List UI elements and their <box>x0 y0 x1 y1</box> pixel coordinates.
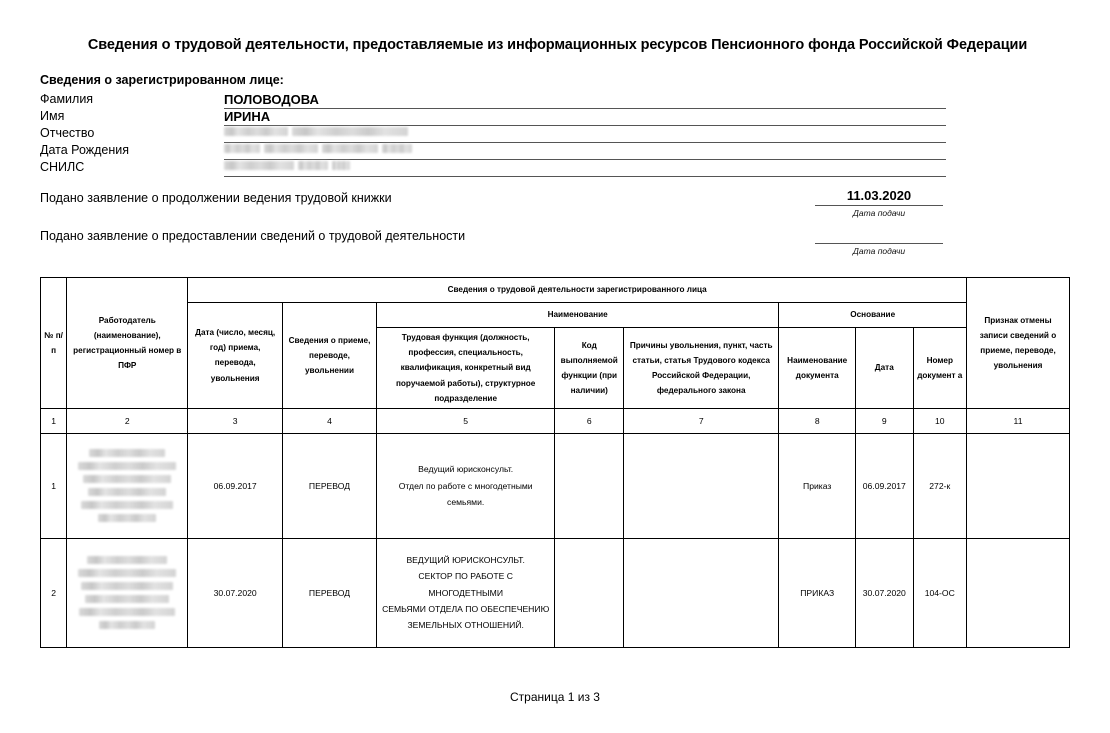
redaction-bar <box>79 608 175 616</box>
table-column-number-row <box>41 408 1070 433</box>
column-number: 3 <box>188 408 283 433</box>
column-number: 6 <box>555 408 624 433</box>
statement-workbook-date-caption: Дата подачи <box>852 208 906 218</box>
redaction-bar <box>87 556 167 564</box>
redacted-employer <box>70 449 184 522</box>
person-field-snils <box>40 159 1000 176</box>
person-field-birthdate <box>40 142 1000 159</box>
redaction-bar <box>224 161 294 170</box>
redaction-bar <box>224 144 260 153</box>
registered-person-block <box>40 72 1000 176</box>
cell-function-code <box>555 433 624 538</box>
page-title: Сведения о трудовой деятельности, предоставляемые из информационных ресурсов Пенсионного фонда Российской Федерации <box>87 37 1028 53</box>
statement-workbook-date-field <box>815 188 943 219</box>
statement-electronic-date-field <box>815 226 943 257</box>
redacted-employer <box>70 556 184 629</box>
redacted-value <box>224 123 412 140</box>
labor-function-line: ВЕДУЩИЙ ЮРИСКОНСУЛЬТ. <box>406 555 525 566</box>
table-row <box>41 538 1070 647</box>
person-field-surname <box>40 91 1000 108</box>
page-footer: Страница 1 из 3 <box>510 690 600 704</box>
header-dismissal-reason: Причины увольнения, пункт, часть статьи, статья Трудового кодекса Российской Федерации, федерального закона <box>624 328 779 409</box>
labor-function-line: Отдел по работе с многодетными семьями. <box>398 480 533 508</box>
header-num: № п/п <box>41 278 67 409</box>
person-field-label: Отчество <box>40 125 95 140</box>
person-field-firstname <box>40 108 1000 125</box>
column-number: 8 <box>779 408 856 433</box>
cell-labor-function <box>376 538 555 647</box>
header-cancel-flag: Признак отмены записи сведений о приеме, переводе, увольнения <box>967 278 1070 409</box>
cell-dismissal-reason <box>624 433 779 538</box>
redaction-bar <box>83 475 171 483</box>
redaction-bar <box>224 127 288 136</box>
redaction-bar <box>298 161 328 170</box>
registered-person-heading: Сведения о зарегистрированном лице: <box>40 73 284 87</box>
cell-cancel-flag <box>967 433 1070 538</box>
person-field-value-line <box>224 159 946 177</box>
redaction-bar <box>292 127 408 136</box>
person-field-label: Имя <box>40 108 65 123</box>
redaction-bar <box>81 501 173 509</box>
employment-records-table <box>40 277 1070 648</box>
labor-function-line: СЕКТОР ПО РАБОТЕ С МНОГОДЕТНЫМИ <box>418 571 513 598</box>
header-event: Сведения о приеме, переводе, увольнении <box>283 303 377 409</box>
table-row <box>41 433 1070 538</box>
column-number: 11 <box>967 408 1070 433</box>
table-header-group-row <box>41 278 1070 303</box>
redaction-bar <box>78 462 176 470</box>
cell-date: 30.07.2020 <box>188 538 283 647</box>
header-doc-date: Дата <box>856 328 914 409</box>
cell-cancel-flag <box>967 538 1070 647</box>
header-group-name: Наименование <box>376 303 778 328</box>
cell-doc-name: ПРИКАЗ <box>779 538 856 647</box>
header-doc-name: Наименование документа <box>779 328 856 409</box>
cell-date: 06.09.2017 <box>188 433 283 538</box>
cell-labor-function <box>376 433 555 538</box>
header-date: Дата (число, месяц, год) приема, перевода, увольнения <box>188 303 283 409</box>
cell-employer <box>67 538 188 647</box>
column-number: 1 <box>41 408 67 433</box>
cell-function-code <box>555 538 624 647</box>
header-group-basis: Основание <box>779 303 967 328</box>
cell-row-number: 2 <box>41 538 67 647</box>
cell-doc-number: 104-ОС <box>913 538 966 647</box>
statement-workbook-continuation: Подано заявление о продолжении ведения трудовой книжки <box>40 191 392 205</box>
cell-doc-date: 30.07.2020 <box>856 538 914 647</box>
person-field-label: Фамилия <box>40 91 94 106</box>
header-function-code: Код выполняемой функции (при наличии) <box>555 328 624 409</box>
redaction-bar <box>85 595 169 603</box>
header-labor-function: Трудовая функция (должность, профессия, специальность, квалификация, конкретный вид поручаемой работы), структурное подразделение <box>376 328 555 409</box>
labor-function-line: СЕМЬЯМИ ОТДЕЛА ПО ОБЕСПЕЧЕНИЮ <box>382 604 550 615</box>
redaction-bar <box>264 144 318 153</box>
person-field-label: СНИЛС <box>40 159 85 174</box>
column-number: 2 <box>67 408 188 433</box>
person-field-value: ПОЛОВОДОВА <box>224 91 319 107</box>
redaction-bar <box>81 582 173 590</box>
redaction-bar <box>98 514 156 522</box>
cell-event: ПЕРЕВОД <box>283 433 377 538</box>
redaction-bar <box>99 621 155 629</box>
header-employer: Работодатель (наименование), регистрационный номер в ПФР <box>67 278 188 409</box>
redaction-bar <box>382 144 412 153</box>
column-number: 7 <box>624 408 779 433</box>
labor-function-line: Ведущий юрисконсульт. <box>418 464 514 475</box>
header-doc-number: Номер документ а <box>913 328 966 409</box>
cell-doc-name: Приказ <box>779 433 856 538</box>
statement-electronic-date-caption: Дата подачи <box>852 246 906 256</box>
cell-event: ПЕРЕВОД <box>283 538 377 647</box>
redaction-bar <box>89 449 165 457</box>
cell-doc-number: 272-к <box>913 433 966 538</box>
person-field-value-line <box>224 91 946 109</box>
column-number: 9 <box>856 408 914 433</box>
redaction-bar <box>88 488 166 496</box>
cell-doc-date: 06.09.2017 <box>856 433 914 538</box>
redaction-bar <box>78 569 176 577</box>
statement-workbook-date: 11.03.2020 <box>815 188 943 206</box>
cell-dismissal-reason <box>624 538 779 647</box>
person-field-label: Дата Рождения <box>40 142 130 157</box>
cell-employer <box>67 433 188 538</box>
redacted-value <box>224 157 354 174</box>
column-number: 10 <box>913 408 966 433</box>
labor-function-line: ЗЕМЕЛЬНЫХ ОТНОШЕНИЙ. <box>407 620 524 631</box>
statement-electronic-date <box>815 226 943 244</box>
column-number: 4 <box>283 408 377 433</box>
redaction-bar <box>322 144 378 153</box>
table-header-subgroup-row <box>41 303 1070 328</box>
redaction-bar <box>332 161 350 170</box>
person-field-value: ИРИНА <box>224 108 271 124</box>
statement-electronic-record: Подано заявление о предоставлении сведений о трудовой деятельности <box>40 229 466 243</box>
cell-row-number: 1 <box>41 433 67 538</box>
person-field-patronymic <box>40 125 1000 142</box>
redacted-value <box>224 140 416 157</box>
header-group-employment-info: Сведения о трудовой деятельности зарегистрированного лица <box>188 278 967 303</box>
column-number: 5 <box>376 408 555 433</box>
